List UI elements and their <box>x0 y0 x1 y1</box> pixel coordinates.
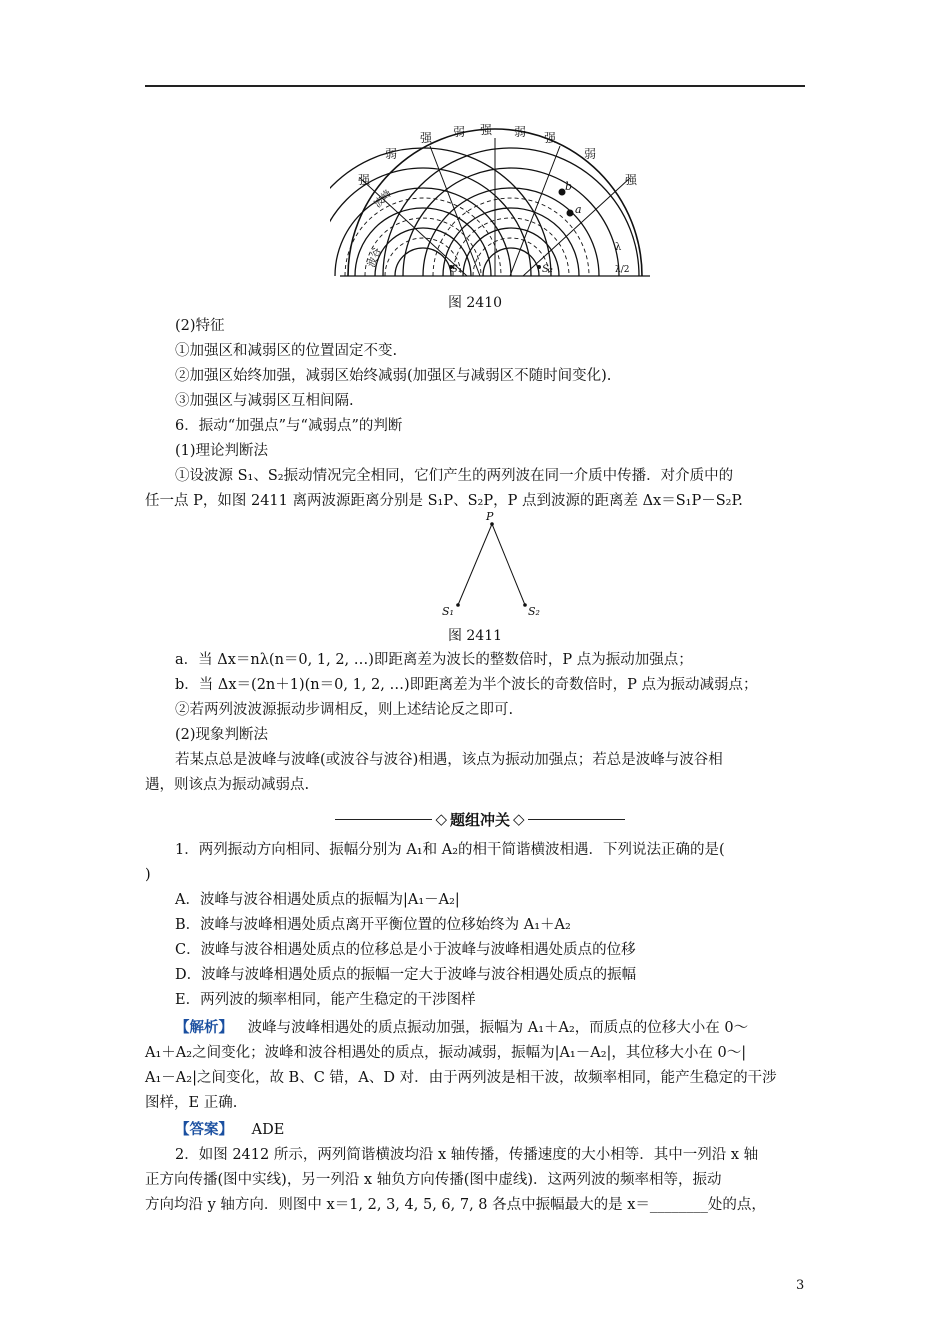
section-title: 题组冲关 <box>450 810 511 829</box>
text-line: A₁－A₂|之间变化，故 B、C 错，A、D 对．由于两列波是相干波，故频率相同，能产生稳定的干涉 <box>145 1070 777 1086</box>
text-line: ②加强区始终加强，减弱区始终减弱(加强区与减弱区不随时间变化). <box>175 368 612 384</box>
page-number: 3 <box>796 1278 805 1293</box>
text-line: ①加强区和减弱区的位置固定不变. <box>175 343 398 359</box>
label-trough: 波谷 <box>366 246 384 270</box>
label-point-b: b <box>565 180 573 193</box>
figure-2411-caption: 图 2411 <box>447 628 503 644</box>
question-1: 1．两列振动方向相同、振幅分别为 A₁和 A₂的相干简谐横波相遇．下列说法正确的是( <box>175 842 725 858</box>
label-strong-top-left: 强 <box>420 131 433 145</box>
label-crest: 波峰 <box>372 188 395 211</box>
label-s2: S₂ <box>542 264 553 275</box>
text-line: ) <box>145 867 151 883</box>
text-line: ①设波源 S₁、S₂振动情况完全相同，它们产生的两列波在同一介质中传播．对介质中的 <box>175 468 734 484</box>
answer-line: 【答案】 ADE <box>175 1121 285 1138</box>
option-a: A．波峰与波谷相遇处质点的振幅为|A₁－A₂| <box>175 892 460 908</box>
option-c: C．波峰与波谷相遇处质点的位移总是小于波峰与波峰相遇处质点的位移 <box>175 942 636 958</box>
text-line: (2)现象判断法 <box>175 727 269 743</box>
interference-figure <box>330 118 660 288</box>
text-line: (2)特征 <box>175 318 225 334</box>
label-weak-top-left: 弱 <box>453 125 466 139</box>
text-line: A₁＋A₂之间变化；波峰和波谷相遇处的质点，振动减弱，振幅为|A₁－A₂|，其位移大小在 0～| <box>145 1045 747 1061</box>
analysis-line: 【解析】 波峰与波峰相遇处的质点振动加强，振幅为 A₁＋A₂，而质点的位移大小在 0～ <box>175 1019 749 1036</box>
label-weak-top-right: 弱 <box>514 125 527 139</box>
label-s1: S₁ <box>451 264 462 275</box>
label-weak-right: 弱 <box>584 147 597 161</box>
label-half-lambda: λ/2 <box>615 265 630 275</box>
option-b: B．波峰与波峰相遇处质点离开平衡位置的位移始终为 A₁＋A₂ <box>175 917 571 933</box>
label-s1: S₁ <box>442 605 454 618</box>
option-e: E．两列波的频率相同，能产生稳定的干涉图样 <box>175 992 476 1008</box>
text-line: (1)理论判断法 <box>175 443 269 459</box>
text-line: 遇，则该点为振动减弱点. <box>145 777 310 793</box>
label-weak-left: 弱 <box>385 147 398 161</box>
label-strong-right: 强 <box>625 173 638 187</box>
label-p: P <box>486 510 494 523</box>
label-lambda: λ <box>615 242 622 253</box>
text-line: a．当 Δx＝nλ(n＝0, 1, 2, …)即距离差为波长的整数倍时，P 点为振动加强点； <box>175 652 693 668</box>
text-line: 任一点 P，如图 2411 离两波源距离分别是 S₁P、S₂P，P 点到波源的距离差 Δx＝S₁P－S₂P. <box>145 493 743 509</box>
section-heading: ◇ 题组冲关 ◇ <box>335 809 625 829</box>
text-line: 正方向传播(图中实线)，另一列沿 x 轴负方向传播(图中虚线)．这两列波的频率相等，振动 <box>145 1172 722 1188</box>
text-line: 若某点总是波峰与波峰(或波谷与波谷)相遇，该点为振动加强点；若总是波峰与波谷相 <box>175 752 723 768</box>
label-strong-top: 强 <box>480 123 493 137</box>
text-line: 6．振动“加强点”与“减弱点”的判断 <box>175 418 403 434</box>
header-rule <box>145 85 805 87</box>
text-line: b．当 Δx＝(2n＋1)(n＝0, 1, 2, …)即距离差为半个波长的奇数倍时，P 点为振动减弱点； <box>175 677 758 693</box>
distance-figure <box>430 510 550 620</box>
question-2: 2．如图 2412 所示，两列简谐横波均沿 x 轴传播，传播速度的大小相等．其中一列沿 x 轴 <box>175 1147 759 1163</box>
label-strong-left: 强 <box>358 173 371 187</box>
text-line: 图样，E 正确. <box>145 1095 238 1111</box>
answer-tag: 【答案】 <box>175 1121 233 1138</box>
analysis-tag: 【解析】 <box>175 1019 233 1036</box>
option-d: D．波峰与波峰相遇处质点的振幅一定大于波峰与波谷相遇处质点的振幅 <box>175 967 637 983</box>
label-s2: S₂ <box>528 605 540 618</box>
text-line: ③加强区与减弱区互相间隔. <box>175 393 354 409</box>
label-strong-top-right: 强 <box>544 131 557 145</box>
text-line: 方向均沿 y 轴方向．则图中 x＝1, 2, 3, 4, 5, 6, 7, 8 各点中振幅最大的是 x＝________处的点， <box>145 1197 766 1213</box>
label-point-a: a <box>575 203 582 216</box>
text-line: ②若两列波波源振动步调相反，则上述结论反之即可. <box>175 702 514 718</box>
figure-2410-caption: 图 2410 <box>447 295 503 311</box>
